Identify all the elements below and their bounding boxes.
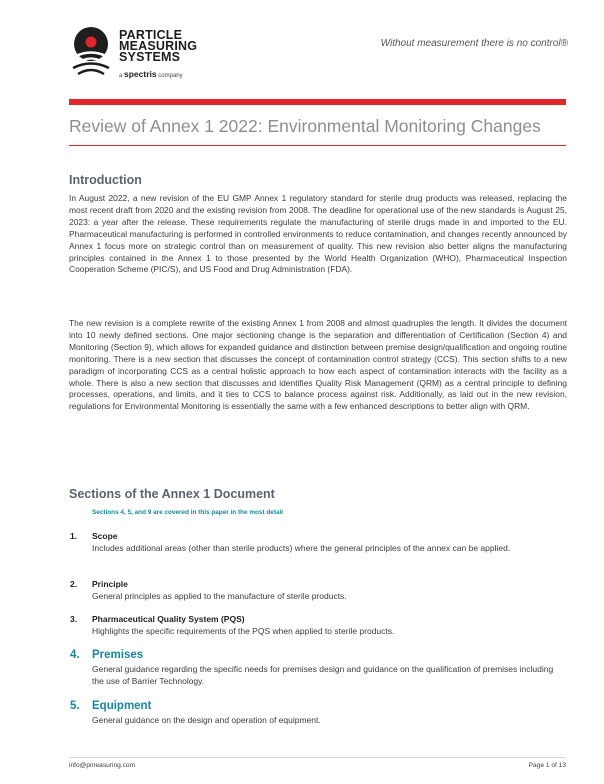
logo-wordmark [119,30,197,63]
logo-line: PARTICLE [119,28,183,42]
logo-line: MEASURING [119,39,198,53]
item-description: General guidance regarding the specific needs for premises design and guidance on the qualification of premises including the use of Barrier Technology. [92,664,554,686]
item-description: General principles as applied to the manufacture of sterile products. [92,591,347,601]
logo-line: SYSTEMS [119,50,181,64]
intro-paragraph-2: The new revision is a complete rewrite of the existing Annex 1 from 2008 and almost quadruples the length. It divides the document into 10 newly defined sections. One major sectioning change is the separation and differentiation of Certification (Section 4) and Monitoring (Section 9), which allows for expanded guidance and distinction between premise design/qualification and ongoing routine monitoring. There is a new section that discusses the concept of contamination control strategy (CCS). This section shifts to a new paradigm of incorporating CCS as a central holistic approach to how each aspect of contamination interacts with the facility as a whole. There is also a new section that discusses and identifies Quality Risk Management (QRM) as a central principle to defining processes, operations, and limits, and it ties to CCS to balance process against risk. Additionally, as laid out in the new revision, regulations for Environmental Monitoring is essentially the same with a few enhanced descriptions to better align with QRM. [69,318,567,412]
item-number: 3. [70,614,78,624]
item-number: 5. [70,700,80,712]
item-number: 4. [70,649,80,661]
sections-heading: Sections of the Annex 1 Document [69,487,275,501]
logo-sub-prefix: a [119,73,123,79]
intro-heading: Introduction [69,173,142,187]
item-title: Premises [92,649,144,661]
title-divider [69,145,566,146]
item-title: Pharmaceutical Quality System (PQS) [92,614,245,624]
logo-sub-brand: spectris [124,69,157,79]
header-divider [69,99,566,105]
footer-email[interactable]: info@pmeasuring.com [69,762,136,769]
item-description: Highlights the specific requirements of the PQS when applied to sterile products. [92,626,395,636]
item-number: 1. [70,531,78,541]
page-title: Review of Annex 1 2022: Environmental Monitoring Changes [69,116,541,136]
item-title: Equipment [92,700,152,712]
company-logo [70,26,220,82]
item-title: Principle [92,579,128,589]
sections-note: Sections 4, 5, and 9 are covered in this paper in the most detail [92,509,284,516]
item-title: Scope [92,531,118,541]
item-description: Includes additional areas (other than sterile products) where the general principles of the annex can be applied. [92,543,511,553]
intro-paragraph-1: In August 2022, a new revision of the EU GMP Annex 1 regulatory standard for sterile drug products was released, replacing the most recent draft from 2020 and the existing revision from 2008. The deadline for operational use of the new standards is August 25, 2023: a year after the release. These requirements regulate the manufacturing of sterile drugs made in and imported to the EU. Pharmaceutical manufacturing is performed in controlled environments to reduce contamination, and changes recently announced by Annex 1 focus more on strategic control than on measurement of quality. This new revision also better aligns the manufacturing principles contained in the Annex 1 to those presented by the World Health Organization (WHO), Pharmaceutical Inspection Cooperation Scheme (PIC/S), and US Food and Drug Administration (FDA). [69,193,567,275]
page-number: Page 1 of 13 [528,762,566,769]
logo-subline [119,69,183,79]
item-number: 2. [70,579,78,589]
tagline: Without measurement there is no control® [380,38,568,49]
logo-sub-suffix: company [158,73,183,79]
item-description: General guidance on the design and operation of equipment. [92,715,321,725]
pms-logo-mark-icon [70,26,112,76]
footer-divider [69,757,566,758]
